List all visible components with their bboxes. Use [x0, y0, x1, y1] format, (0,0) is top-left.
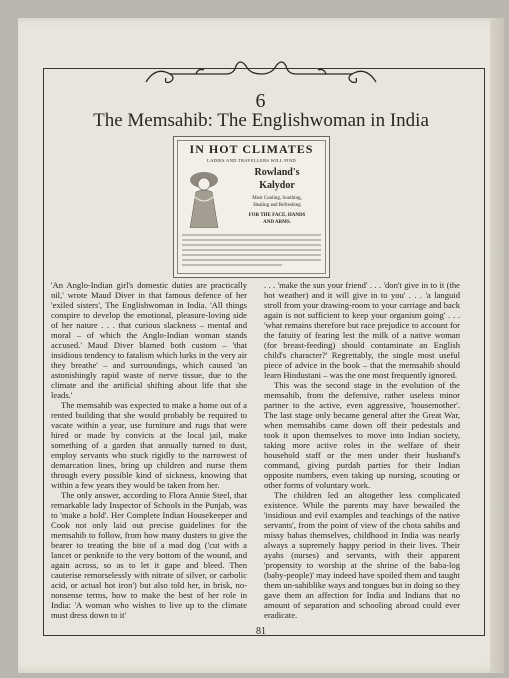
ad-fine-print [182, 232, 321, 268]
paragraph: The memsahib was expected to make a home out of a rented building that she would probably be required to vacate within a year, use furniture and rugs that were hired or made by convicts at the local jail, make something of a garden that annually turned to dust, employ servants who stuck rigidly to the narrowest of demarcation lines, bring up children and nurse them through every possible kind of sickness, knowing that within a few years they would be taken from her. [51, 400, 247, 490]
ad-headline: IN HOT CLIMATES [189, 142, 314, 156]
ad-brand-line1: Rowland's [254, 167, 300, 178]
ad-subline: LADIES AND TRAVELLERS WILL FIND [207, 158, 296, 163]
paragraph: . . . 'make the sun your friend' . . . 'don't give in to it (the hot weather) and it will give in to you' . . . 'a languid stroll from your drawing-room to your carriage and back again is not sufficient to keep your organism going' . . . 'what remains therefore but race prejudice to account for the fatuity of fearing lest the milk of a native woman (for breast-feeding) should contaminate an English child's character?' Regrettably, the single most useful piece of advice in the book – that the memsahib should learn Hindustani – was the one most frequently ignored. [264, 280, 460, 380]
paragraph: This was the second stage in the evolution of the memsahib, from the defensive, rather useless minor partner to the active, even aggressive, 'housemother'. The last stage only became general after the Great War, when memsahibs came down off their pedestals and took it upon themselves to move into Indian society, taking more active roles in the welfare of their household staff or the men under their husband's command, giving purdah parties for their Indian opposite numbers, even taking up nursing, scouting or other forms of voluntary work. [264, 380, 460, 490]
ad-tagline-2: Healing and Refreshing [253, 203, 301, 208]
lady-figure-icon [182, 166, 226, 228]
ad-tagline-1: Most Cooling, Soothing, [252, 196, 302, 201]
chapter-number: 6 [255, 90, 267, 112]
ad-tagline-4: AND ARMS. [263, 220, 291, 225]
page-number: 81 [256, 626, 266, 637]
paragraph: The only answer, according to Flora Annie Steel, that remarkable lady Inspector of Schools in the Punjab, was to 'make a hold'. Her Complete Indian Housekeeper and Cook not only laid out precise guidelines for the memsahib to follow, from how many dusters to give the bearer to treating the bite of a mad dog ('cut with a lancet or penknife to the very bottom of the wound, and again across, so as to let it gape and bleed. Then cauterise remorselessly with nitrate of silver, or carbolic acid, or actual hot iron') but also told her, in brisk, no-nonsense terms, how to make the best of her role in India: 'A woman who wishes to live up to the climate must dress down to it' [51, 490, 247, 620]
paragraph: The children led an altogether less complicated existence. While the parents may have bewailed the 'insidious and evil examples and teachings of the native servants', from the point of view of the chota sahibs and missy babas themselves, childhood in India was nearly always a supremely happy period in their lives. Their ayahs (nurses) and servants, with their apparent 'propensity to worship at the shrine of the baba-log (baby-people)' may indeed have spoiled them and taught them un-sahiblike ways and tongues but in doing so they gave them an affection for India and Indians that no amount of separation and schooling abroad could ever eradicate. [264, 490, 460, 620]
advertisement-illustration [173, 136, 330, 278]
ad-brand-line2: Kalydor [259, 180, 295, 191]
book-page [18, 18, 504, 673]
text-column-right [264, 280, 460, 620]
chapter-ornament-icon [136, 52, 386, 92]
text-column-left [51, 280, 247, 620]
chapter-title: The Memsahib: The Englishwoman in India [93, 110, 429, 131]
paragraph: 'An Anglo-Indian girl's domestic duties are practically nil,' wrote Maud Diver in that famous defence of her 'exiled sisters', The Englishwoman in India. 'All things conspire to develop the emotional, pleasure-loving side of her nature . . . that curious slackness – mental and moral – of which the Anglo-Indian woman stands accused.' Maud Diver blamed both custom – 'that insidious tendency to fatalism which lurks in the very air they breathe' – and surroundings, which caused 'an astonishingly rapid waste of nerve tissue, due to the climate and the artificial shifting about life that she leads.' [51, 280, 247, 400]
ad-tagline-3: FOR THE FACE, HANDS [248, 213, 306, 218]
